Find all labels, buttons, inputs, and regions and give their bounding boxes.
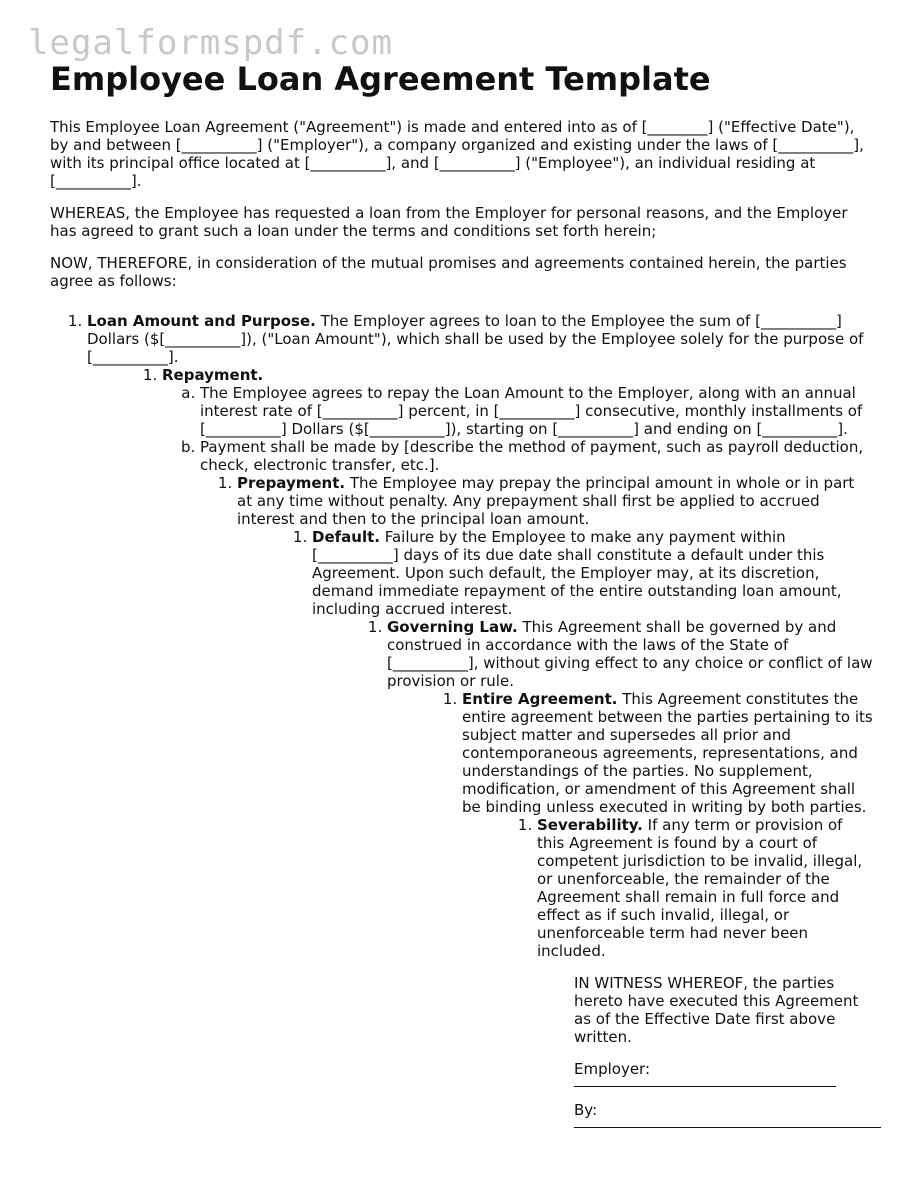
subsection-list <box>200 474 874 1128</box>
subsection-list <box>87 366 874 1128</box>
section-text: This Agreement shall be governed by and construed in accordance with the laws of the State of [__________], without giving effect to any choice or conflict of law provision or rule. <box>387 618 873 690</box>
now-therefore-paragraph: NOW, THEREFORE, in consideration of the mutual promises and agreements contained herein, the parties agree as follows: <box>50 254 847 290</box>
repayment-term-b <box>200 438 874 1128</box>
page-title: Employee Loan Agreement Template <box>50 60 711 98</box>
by-label: By: <box>574 1101 598 1119</box>
section-text: Failure by the Employee to make any payment within [__________] days of its due date shall constitute a default under this Agreement. Upon such default, the Employer may, at its discretion, demand immediate repayment of the entire outstanding loan amount, including accrued interest. <box>312 528 842 618</box>
intro-paragraph: This Employee Loan Agreement ("Agreement") is made and entered into as of [________] ("Effective Date"), by and between [__________] ("Employer"), a company organized and existing under the laws of [__________], with its principal office located at [__________], and [__________] ("Employee"), an individual residing at [__________]. <box>50 118 864 190</box>
section-heading: Loan Amount and Purpose. <box>87 312 316 330</box>
subsection-list <box>312 618 874 1128</box>
section-text: If any term or provision of this Agreement is found by a court of competent jurisdiction to be invalid, illegal, or unenforceable, the remainder of the Agreement shall remain in full force and effect as if such invalid, illegal, or unenforceable term had never been included. <box>537 816 863 960</box>
subsection-list <box>387 690 874 1128</box>
section-list <box>50 312 874 1128</box>
watermark: legalformspdf.com <box>28 23 393 63</box>
section-heading: Repayment. <box>162 366 264 384</box>
repayment-term-b-text: Payment shall be made by [describe the method of payment, such as payroll deduction, check, electronic transfer, etc.]. <box>200 438 864 474</box>
section-entire-agreement <box>462 690 874 1128</box>
section-heading: Governing Law. <box>387 618 518 636</box>
subsection-list <box>462 816 874 1128</box>
section-heading: Severability. <box>537 816 643 834</box>
section-text: This Agreement constitutes the entire agreement between the parties pertaining to its subject matter and supersedes all prior and contemporaneous agreements, representations, and understandings of the parties. No supplement, modification, or amendment of this Agreement shall be binding unless executed in writing by both parties. <box>462 690 873 816</box>
section-heading: Entire Agreement. <box>462 690 618 708</box>
whereas-paragraph: WHEREAS, the Employee has requested a loan from the Employer for personal reasons, and the Employer has agreed to grant such a loan under the terms and conditions set forth herein; <box>50 204 848 240</box>
signature-block <box>537 974 874 1128</box>
section-severability <box>537 816 874 1128</box>
repayment-terms <box>162 384 874 1128</box>
witness-paragraph: IN WITNESS WHEREOF, the parties hereto have executed this Agreement as of the Effective Date first above written. <box>574 974 859 1046</box>
section-governing-law <box>387 618 874 1128</box>
section-repayment <box>162 366 874 1128</box>
repayment-term-a: a. The Employee agrees to repay the Loan Amount to the Employer, along with an annual interest rate of [__________] percent, in [__________] consecutive, monthly installments of [__________] Dollars ($[__________]), starting on [__________] and ending on [__________]. <box>200 384 874 438</box>
section-heading: Prepayment. <box>237 474 346 492</box>
section-prepayment <box>237 474 874 1128</box>
employer-label: Employer: <box>574 1060 651 1078</box>
section-text: The Employer agrees to loan to the Employee the sum of [__________] Dollars ($[__________]), ("Loan Amount"), which shall be used by the Employee solely for the purpose of [__________]. <box>87 312 864 366</box>
section-heading: Default. <box>312 528 380 546</box>
section-loan-amount <box>87 312 874 1128</box>
section-default <box>312 528 874 1128</box>
subsection-list <box>237 528 874 1128</box>
document-body <box>50 118 874 1128</box>
section-text: The Employee may prepay the principal amount in whole or in part at any time without penalty. Any prepayment shall first be applied to accrued interest and then to the principal loan amount. <box>237 474 855 528</box>
by-signature-line[interactable] <box>574 1127 881 1128</box>
employer-signature-line[interactable] <box>574 1086 836 1087</box>
